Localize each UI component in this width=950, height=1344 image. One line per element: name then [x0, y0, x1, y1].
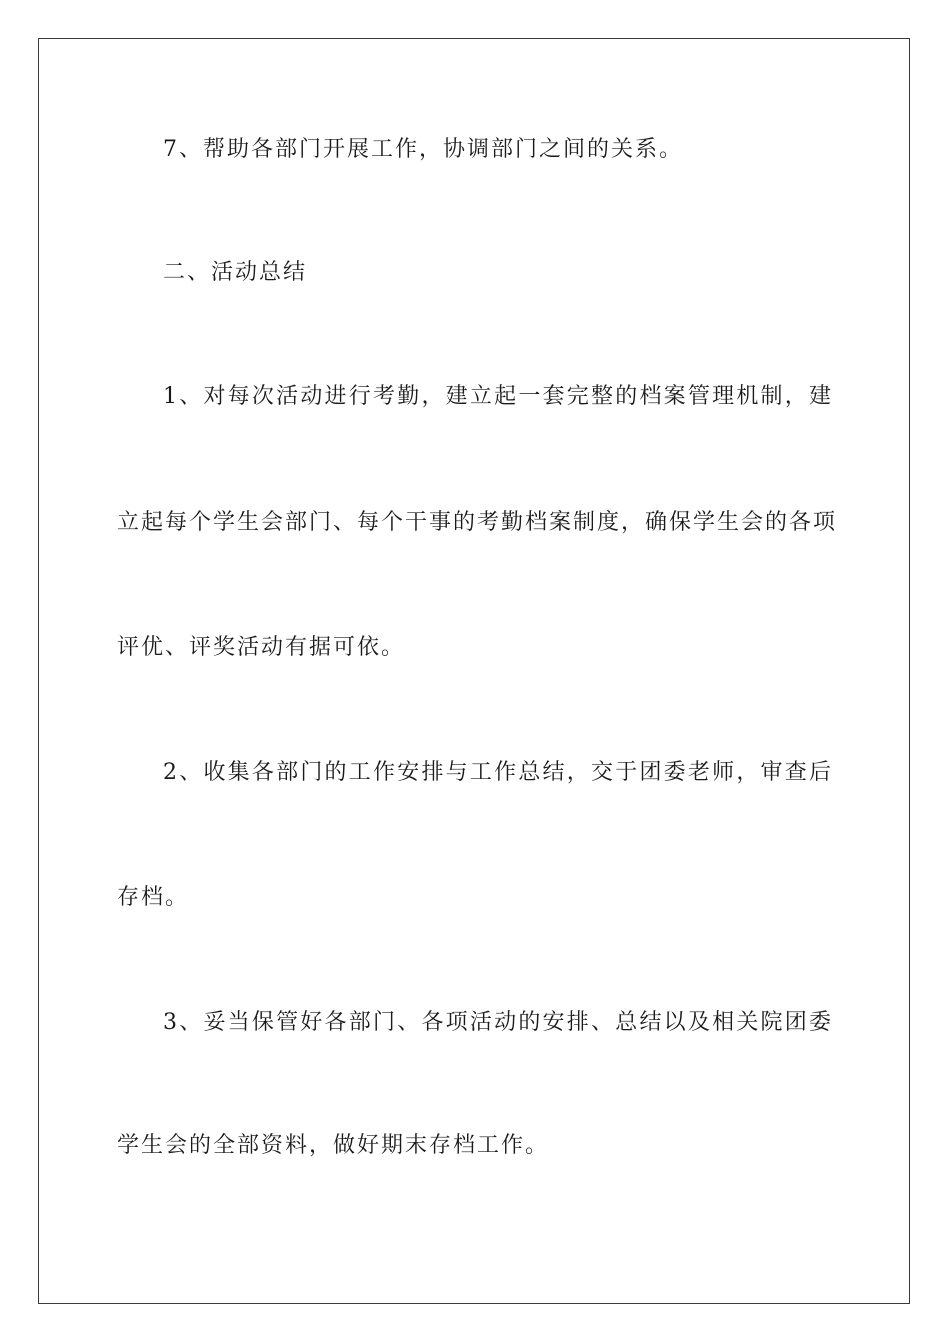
- page-border: [38, 38, 910, 1304]
- text-line-item-2-part-2: 存档。: [117, 885, 190, 910]
- text-line-item-1-part-2: 立起每个学生会部门、每个干事的考勤档案制度，确保学生会的各项: [117, 510, 838, 535]
- text-line-item-2-part-1: 2、收集各部门的工作安排与工作总结，交于团委老师，审查后: [163, 760, 833, 785]
- text-line-item-1-part-1: 1、对每次活动进行考勤，建立起一套完整的档案管理机制，建: [163, 384, 833, 409]
- section-heading: 二、活动总结: [163, 260, 308, 285]
- text-line-item-1-part-3: 评优、评奖活动有据可依。: [117, 635, 406, 660]
- text-line-item-3-part-2: 学生会的全部资料，做好期末存档工作。: [117, 1133, 550, 1158]
- text-line-item-3-part-1: 3、妥当保管好各部门、各项活动的安排、总结以及相关院团委: [163, 1010, 833, 1035]
- text-line-item-7: 7、帮助各部门开展工作，协调部门之间的关系。: [163, 137, 683, 162]
